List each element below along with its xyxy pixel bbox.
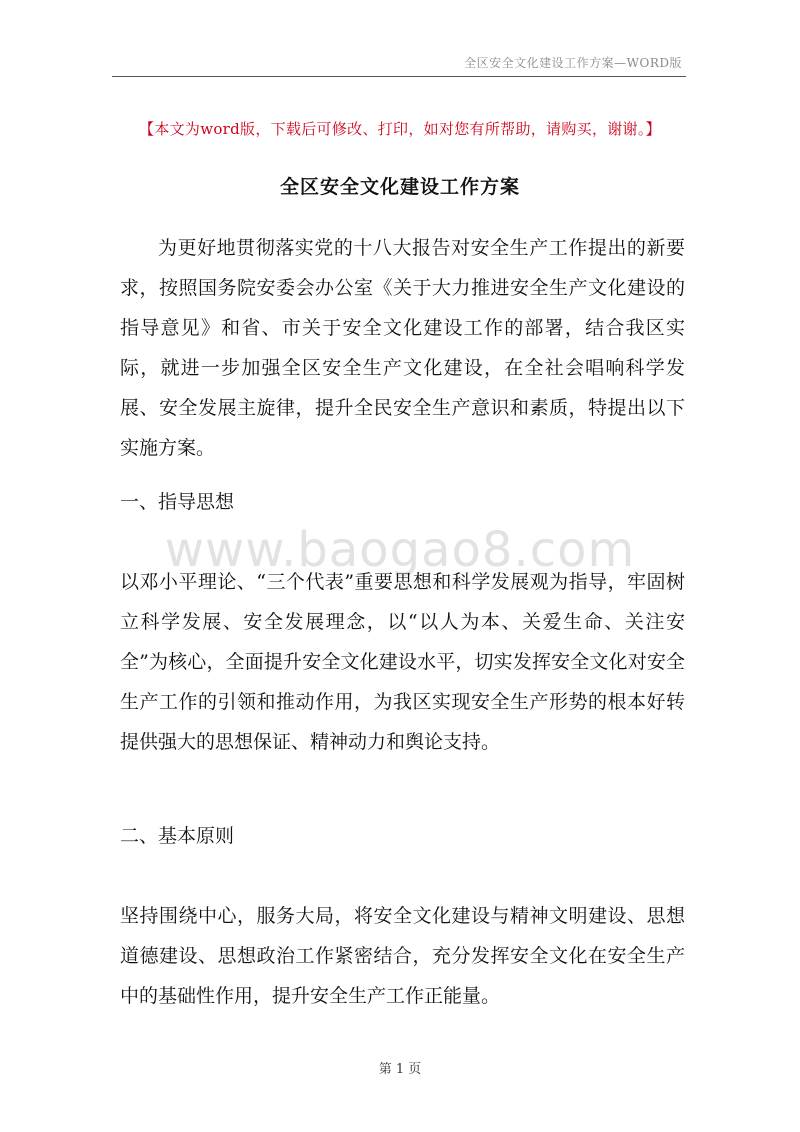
watermark: www.baogao8.com (164, 522, 636, 578)
running-header: 全区安全文化建设工作方案—WORD版 (464, 56, 682, 70)
page-number: 第 1 页 (378, 1062, 422, 1077)
header-divider (112, 76, 686, 77)
purchase-notice: 【本文为word版，下载后可修改、打印，如对您有所帮助，请购买，谢谢。】 (139, 120, 661, 138)
section-body-basic-principles: 坚持围绕中心，服务大局，将安全文化建设与精神文明建设、思想道德建设、思想政治工作紧密结合，充分发挥安全文化在安全生产中的基础性作用，提升安全生产工作正能量。 (120, 905, 685, 1007)
document-title: 全区安全文化建设工作方案 (279, 176, 520, 198)
intro-paragraph: 为更好地贯彻落实党的十八大报告对安全生产工作提出的新要求，按照国务院安委会办公室《关于大力推进安全生产文化建设的指导意见》和省、市关于安全文化建设工作的部署，结合我区实际，就进一步加强全区安全生产文化建设，在全社会唱响科学发展、安全发展主旋律，提升全民安全生产意识和素质，特提出以下实施方案。 (120, 237, 685, 459)
section-body-guiding-ideology: 以邓小平理论、“三个代表”重要思想和科学发展观为指导，牢固树立科学发展、安全发展理念，以“以人为本、关爱生命、关注安全”为核心，全面提升安全文化建设水平，切实发挥安全文化对安全生产工作的引领和推动作用，为我区实现安全生产形势的根本好转提供强大的思想保证、精神动力和舆论支持。 (120, 571, 685, 753)
section-heading-guiding-ideology: 一、指导思想 (120, 491, 235, 513)
section-heading-basic-principles: 二、基本原则 (120, 825, 235, 847)
